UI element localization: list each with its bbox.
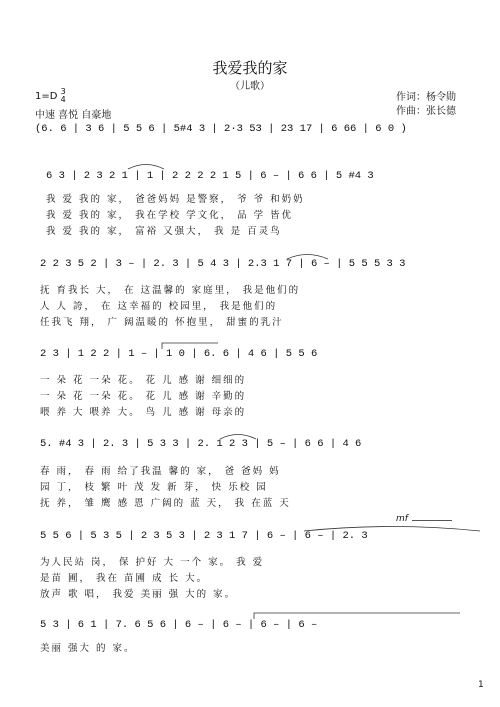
tie-mark xyxy=(302,522,482,532)
staff-notes: 5 5 6 | 5 3 5 | 2 3 5 3 | 2 3 1 7 | 6 – | 6 – | 2. 3 xyxy=(40,530,368,542)
song-subtitle: （儿歌） xyxy=(230,81,270,92)
lyric-line: 春 雨， 春 雨 给了我温 馨的 家， 爸 爸妈 妈 xyxy=(40,466,281,477)
time-signature-top: 3 xyxy=(60,87,66,96)
lyric-line: 喂 养 大 喂养 大。 鸟 儿 感 谢 母亲的 xyxy=(40,407,247,418)
lyric-line: 一 朵 花 一朵 花。 花 儿 感 谢 细细的 xyxy=(40,375,247,386)
tempo-marking: 中速 喜悦 自豪地 xyxy=(35,110,112,121)
staff-notes: 2 2 3 5 2 | 3 – | 2. 3 | 5 4 3 | 2.3 1 7 | 6 – | 5 5 5 3 3 xyxy=(40,258,406,270)
crescendo-line xyxy=(412,520,452,521)
lyric-line: 任我飞 翔， 广 阔温暖的 怀抱里， 甜蜜的乳汁 xyxy=(40,317,284,328)
dynamic-mf: mf xyxy=(396,514,408,524)
lyric-line: 放声 歌 唱， 我爱 美丽 强 大的 家。 xyxy=(40,589,237,600)
lyric-line: 一 朵 花 一朵 花。 花 儿 感 谢 辛勤的 xyxy=(40,391,247,402)
lyric-line: 美丽 强大 的 家。 xyxy=(40,643,136,654)
staff-notes: 6 3 | 2 3 2 1 | 1 | 2 2 2 2 1 5 | 6 – | 6 6 | 5 #4 3 xyxy=(46,170,374,182)
staff-notes: 2 3 | 1 2 2 | 1 – | 1 0 | 6. 6 | 4 6 | 5 5 6 xyxy=(40,348,318,360)
slur-mark xyxy=(285,250,330,260)
time-signature-bottom: 4 xyxy=(60,95,66,104)
lyric-line: 园 丁， 枝 繁 叶 茂 发 新 芽， 快 乐校 园 xyxy=(40,482,268,493)
lyric-line: 我 爱 我的 家， 我在学校 学文化， 品 学 皆优 xyxy=(46,210,294,221)
composer-credit: 作曲：张长德 xyxy=(396,106,456,117)
song-title: 我爱我的家 xyxy=(212,59,288,77)
tie-mark xyxy=(252,610,462,620)
lyric-line: 抚 养， 雏 鹰 感 恩 广阔的 蓝 天， 我 在蓝 天 xyxy=(40,498,291,509)
lyric-line: 我 爱 我的 家， 爸爸妈妈 是警察， 爷 爷 和奶奶 xyxy=(46,194,305,205)
page-number: 1 xyxy=(478,680,484,690)
lyric-line: 为人民站 岗， 保 护好 大 一个 家。 我 爱 xyxy=(40,557,265,568)
staff-notes: (6. 6 | 3 6 | 5 5 6 | 5#4 3 | 2·3 53 | 23 17 | 6 66 | 6 0 ) xyxy=(35,123,407,135)
tie-mark xyxy=(160,340,220,350)
lyric-line: 是苗 圃， 我在 苗圃 成 长 大。 xyxy=(40,573,209,584)
key-signature: 1=D 3 4 xyxy=(35,87,66,104)
lyric-line: 我 爱 我的 家， 富裕 又强大， 我 是 百灵鸟 xyxy=(46,226,282,237)
slur-mark xyxy=(126,160,166,170)
staff-notes: 5. #4 3 | 2. 3 | 5 3 3 | 2. 1 2 3 | 5 – | 6 6 | 4 6 xyxy=(40,438,362,450)
lyric-line: 人 人 誇， 在 这幸福的 校园里， 我是他们的 xyxy=(40,301,278,312)
slur-mark xyxy=(218,430,258,440)
staff-notes: 5 3 | 6 1 | 7. 6 5 6 | 6 – | 6 – | 6 – | 6 – xyxy=(40,619,318,631)
lyricist-credit: 作词：杨令勋 xyxy=(396,92,456,103)
lyric-line: 抚 育我长 大， 在 这温馨的 家庭里， 我是他们的 xyxy=(40,285,301,296)
